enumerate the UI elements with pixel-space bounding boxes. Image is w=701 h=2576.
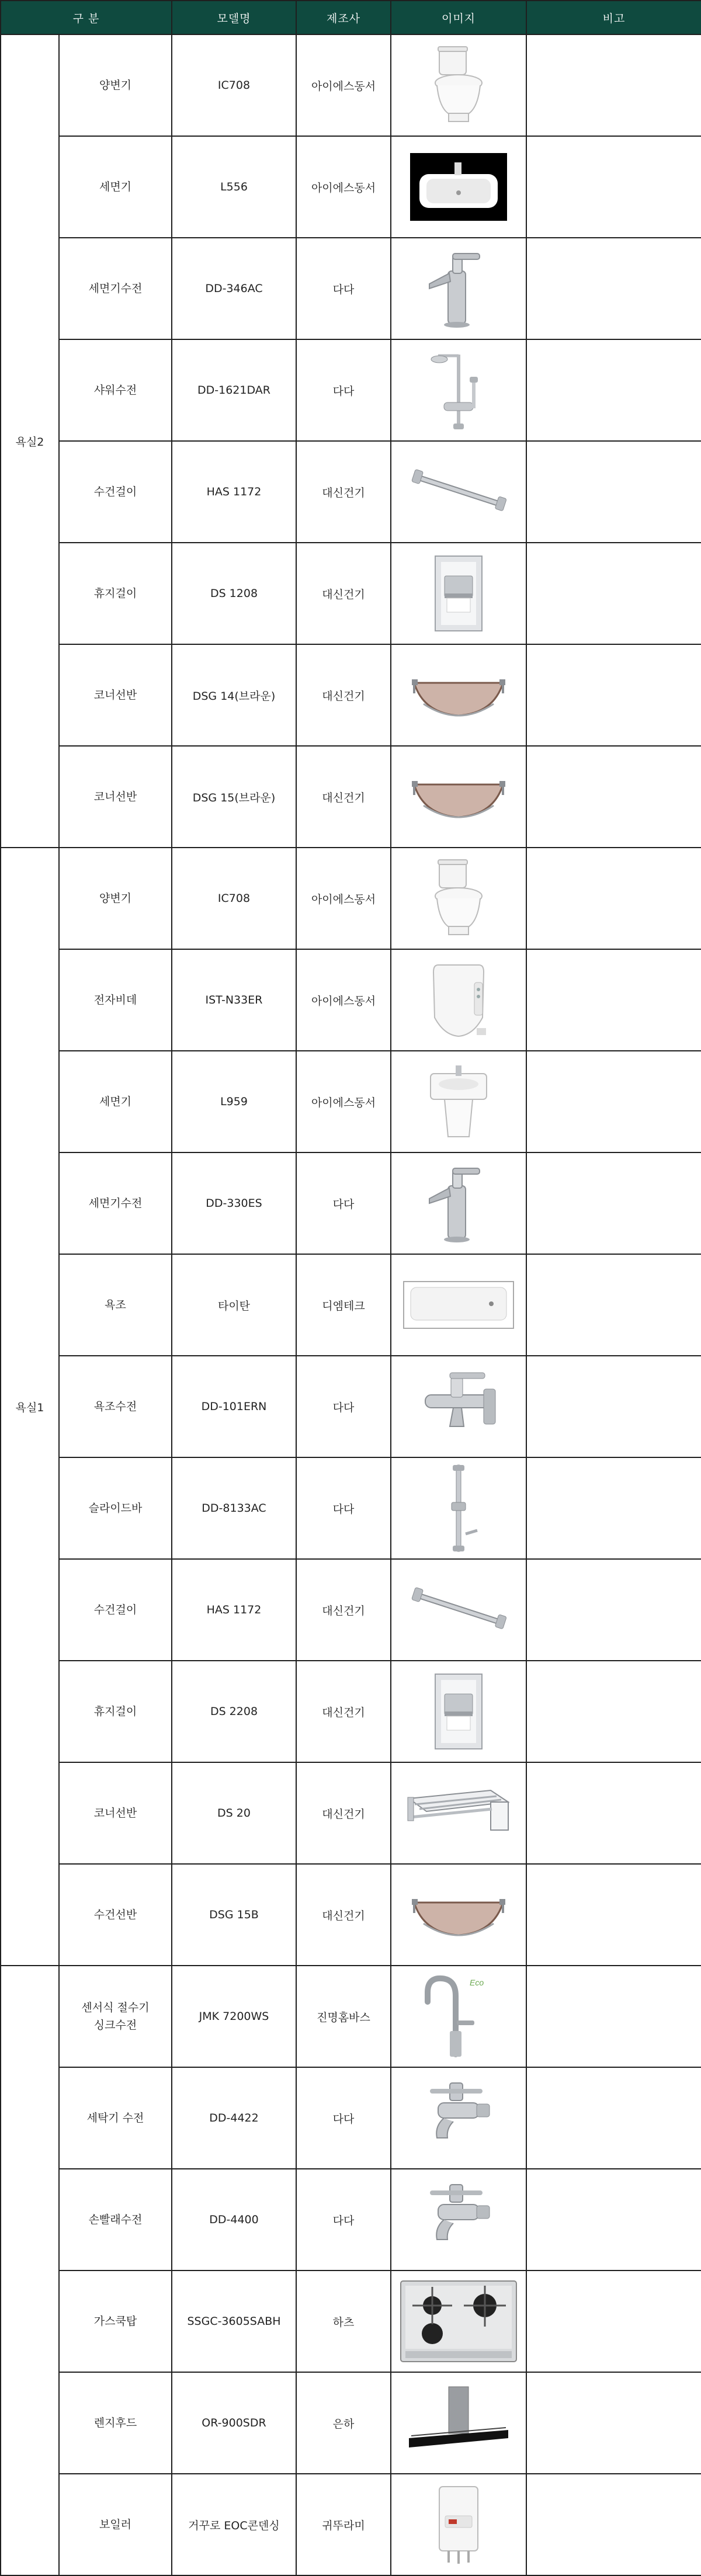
maker-cell: 은하: [296, 2372, 391, 2474]
maker-cell: 대신건기: [296, 543, 391, 644]
model-cell: DSG 14(브라운): [172, 644, 296, 746]
table-row: [1, 136, 701, 238]
table-row: [1, 1051, 701, 1152]
item-name-cell: 욕조: [59, 1254, 172, 1356]
note-cell: [526, 1457, 701, 1559]
toilet-icon: [391, 44, 526, 126]
table-row: [1, 746, 701, 848]
maker-cell: 아이에스동서: [296, 848, 391, 949]
note-cell: [526, 2169, 701, 2271]
table-row: [1, 543, 701, 644]
maker-cell: 다다: [296, 339, 391, 441]
header-maker: 제조사: [296, 1, 391, 34]
paper-holder-icon: [391, 1671, 526, 1752]
header-note: 비고: [526, 1, 701, 34]
table-row: [1, 1457, 701, 1559]
note-cell: [526, 1864, 701, 1966]
item-name-cell: 슬라이드바: [59, 1457, 172, 1559]
table-row: [1, 949, 701, 1051]
model-cell: OR-900SDR: [172, 2372, 296, 2474]
model-cell: HAS 1172: [172, 1559, 296, 1661]
image-cell: [391, 441, 526, 543]
model-cell: HAS 1172: [172, 441, 296, 543]
maker-cell: 대신건기: [296, 1864, 391, 1966]
note-cell: [526, 1966, 701, 2067]
faucet-icon: [391, 1162, 526, 1244]
note-cell: [526, 1152, 701, 1254]
header-image: 이미지: [391, 1, 526, 34]
note-cell: [526, 2372, 701, 2474]
image-cell: [391, 949, 526, 1051]
image-cell: [391, 34, 526, 136]
header-category: 구 분: [1, 1, 172, 34]
note-cell: [526, 848, 701, 949]
maker-cell: 다다: [296, 2067, 391, 2169]
category-cell: [1, 1966, 59, 2575]
boiler-icon: [391, 2481, 526, 2568]
note-cell: [526, 1762, 701, 1864]
item-name-cell: 샤워수전: [59, 339, 172, 441]
note-cell: [526, 1661, 701, 1762]
maker-cell: 대신건기: [296, 746, 391, 848]
table-row: [1, 34, 701, 136]
model-cell: IC708: [172, 848, 296, 949]
maker-cell: 아이에스동서: [296, 949, 391, 1051]
maker-cell: 다다: [296, 1152, 391, 1254]
note-cell: [526, 1559, 701, 1661]
model-cell: DD-1621DAR: [172, 339, 296, 441]
maker-cell: 아이에스동서: [296, 1051, 391, 1152]
maker-cell: 다다: [296, 1457, 391, 1559]
item-name-cell: 렌지후드: [59, 2372, 172, 2474]
item-name-cell: 수건선반: [59, 1864, 172, 1966]
header-row: [1, 1, 701, 34]
header-model: 모델명: [172, 1, 296, 34]
maker-cell: 귀뚜라미: [296, 2474, 391, 2575]
model-cell: IC708: [172, 34, 296, 136]
note-cell: [526, 1356, 701, 1457]
item-name-cell: 세면기: [59, 1051, 172, 1152]
item-name-cell: 손빨래수전: [59, 2169, 172, 2271]
model-cell: DD-4400: [172, 2169, 296, 2271]
model-cell: DD-101ERN: [172, 1356, 296, 1457]
table-row: [1, 644, 701, 746]
item-name-cell: 보일러: [59, 2474, 172, 2575]
item-name-cell: 세면기수전: [59, 1152, 172, 1254]
note-cell: [526, 2271, 701, 2372]
note-cell: [526, 34, 701, 136]
svg-text:Eco: Eco: [470, 1978, 484, 1987]
item-name-cell: 코너선반: [59, 644, 172, 746]
table-row: [1, 848, 701, 949]
model-cell: DS 1208: [172, 543, 296, 644]
range-hood-icon: [391, 2382, 526, 2464]
washer-tap-icon: [391, 2179, 526, 2261]
note-cell: [526, 2474, 701, 2575]
note-cell: [526, 2067, 701, 2169]
model-cell: JMK 7200WS: [172, 1966, 296, 2067]
model-cell: 타이탄: [172, 1254, 296, 1356]
maker-cell: 대신건기: [296, 644, 391, 746]
table-row: [1, 2474, 701, 2575]
maker-cell: 다다: [296, 238, 391, 339]
bidet-icon: [391, 959, 526, 1041]
note-cell: [526, 1051, 701, 1152]
image-cell: [391, 543, 526, 644]
model-cell: DS 20: [172, 1762, 296, 1864]
image-cell: [391, 746, 526, 848]
image-cell: [391, 1762, 526, 1864]
model-cell: IST-N33ER: [172, 949, 296, 1051]
maker-cell: 진명홈바스: [296, 1966, 391, 2067]
note-cell: [526, 1254, 701, 1356]
item-name-cell: 코너선반: [59, 1762, 172, 1864]
note-cell: [526, 441, 701, 543]
image-cell: [391, 1559, 526, 1661]
table-row: [1, 441, 701, 543]
maker-cell: 아이에스동서: [296, 34, 391, 136]
maker-cell: 하츠: [296, 2271, 391, 2372]
image-cell: [391, 1864, 526, 1966]
corner-shelf-icon: [391, 1883, 526, 1947]
item-name-cell: 센서식 절수기 싱크수전: [59, 1966, 172, 2067]
maker-cell: 대신건기: [296, 1559, 391, 1661]
model-cell: 거꾸로 EOC콘덴싱: [172, 2474, 296, 2575]
slide-bar-icon: [391, 1461, 526, 1555]
note-cell: [526, 949, 701, 1051]
item-name-cell: 양변기: [59, 34, 172, 136]
table-row: [1, 1254, 701, 1356]
faucet-icon: [391, 248, 526, 329]
note-cell: [526, 543, 701, 644]
image-cell: [391, 2271, 526, 2372]
towel-bar-icon: [391, 1581, 526, 1639]
table-row: [1, 1966, 701, 2067]
table-row: [1, 238, 701, 339]
item-name-cell: 수건걸이: [59, 441, 172, 543]
model-cell: L959: [172, 1051, 296, 1152]
image-cell: [391, 1457, 526, 1559]
note-cell: [526, 238, 701, 339]
model-cell: DSG 15(브라운): [172, 746, 296, 848]
item-name-cell: 욕조수전: [59, 1356, 172, 1457]
note-cell: [526, 136, 701, 238]
table-row: [1, 1661, 701, 1762]
note-cell: [526, 746, 701, 848]
item-name-cell: 휴지걸이: [59, 543, 172, 644]
model-cell: L556: [172, 136, 296, 238]
image-cell: [391, 1051, 526, 1152]
item-name-cell: 수건걸이: [59, 1559, 172, 1661]
toilet-icon: [391, 857, 526, 939]
table-row: [1, 1152, 701, 1254]
shower-icon: [391, 346, 526, 434]
table-row: [1, 1864, 701, 1966]
gas-cooktop-icon: [391, 2278, 526, 2365]
corner-shelf-icon: [391, 765, 526, 829]
note-cell: [526, 644, 701, 746]
paper-holder-icon: [391, 553, 526, 634]
item-name-cell: 세면기: [59, 136, 172, 238]
table-row: [1, 339, 701, 441]
maker-cell: 대신건기: [296, 1762, 391, 1864]
item-name-cell: 양변기: [59, 848, 172, 949]
table-row: [1, 2372, 701, 2474]
table-body: [1, 34, 701, 2575]
table-row: [1, 2067, 701, 2169]
item-name-cell: 휴지걸이: [59, 1661, 172, 1762]
sink-icon: [391, 152, 526, 222]
model-cell: DD-4422: [172, 2067, 296, 2169]
image-cell: [391, 1152, 526, 1254]
maker-cell: 디엠테크: [296, 1254, 391, 1356]
item-name-cell: 세면기수전: [59, 238, 172, 339]
item-name-cell: 코너선반: [59, 746, 172, 848]
maker-cell: 대신건기: [296, 1661, 391, 1762]
image-cell: [391, 2169, 526, 2271]
bathtub-icon: [391, 1276, 526, 1334]
note-cell: [526, 339, 701, 441]
bath-faucet-icon: [391, 1366, 526, 1447]
table-row: [1, 2169, 701, 2271]
maker-cell: 다다: [296, 2169, 391, 2271]
sink-faucet-icon: [391, 1973, 526, 2060]
towel-rack-icon: [391, 1781, 526, 1845]
image-cell: [391, 2474, 526, 2575]
maker-cell: 대신건기: [296, 441, 391, 543]
item-name-cell: 가스쿡탑: [59, 2271, 172, 2372]
item-name-cell: 전자비데: [59, 949, 172, 1051]
model-cell: DS 2208: [172, 1661, 296, 1762]
category-cell: 욕실1: [1, 848, 59, 1966]
category-cell: 욕실2: [1, 34, 59, 848]
model-cell: SSGC-3605SABH: [172, 2271, 296, 2372]
washer-tap-icon: [391, 2077, 526, 2159]
image-cell: [391, 1661, 526, 1762]
model-cell: DD-8133AC: [172, 1457, 296, 1559]
model-cell: DD-346AC: [172, 238, 296, 339]
image-cell: [391, 2372, 526, 2474]
image-cell: [391, 848, 526, 949]
table-row: [1, 2271, 701, 2372]
image-cell: [391, 1356, 526, 1457]
table-row: [1, 1356, 701, 1457]
towel-bar-icon: [391, 463, 526, 521]
maker-cell: 아이에스동서: [296, 136, 391, 238]
image-cell: [391, 1966, 526, 2067]
image-cell: [391, 1254, 526, 1356]
pedestal-sink-icon: [391, 1061, 526, 1143]
model-cell: DSG 15B: [172, 1864, 296, 1966]
maker-cell: 다다: [296, 1356, 391, 1457]
item-name-cell: 세탁기 수전: [59, 2067, 172, 2169]
corner-shelf-icon: [391, 663, 526, 727]
image-cell: [391, 644, 526, 746]
image-cell: [391, 136, 526, 238]
image-cell: [391, 2067, 526, 2169]
image-cell: [391, 339, 526, 441]
table-row: [1, 1559, 701, 1661]
image-cell: [391, 238, 526, 339]
model-cell: DD-330ES: [172, 1152, 296, 1254]
table-row: [1, 1762, 701, 1864]
